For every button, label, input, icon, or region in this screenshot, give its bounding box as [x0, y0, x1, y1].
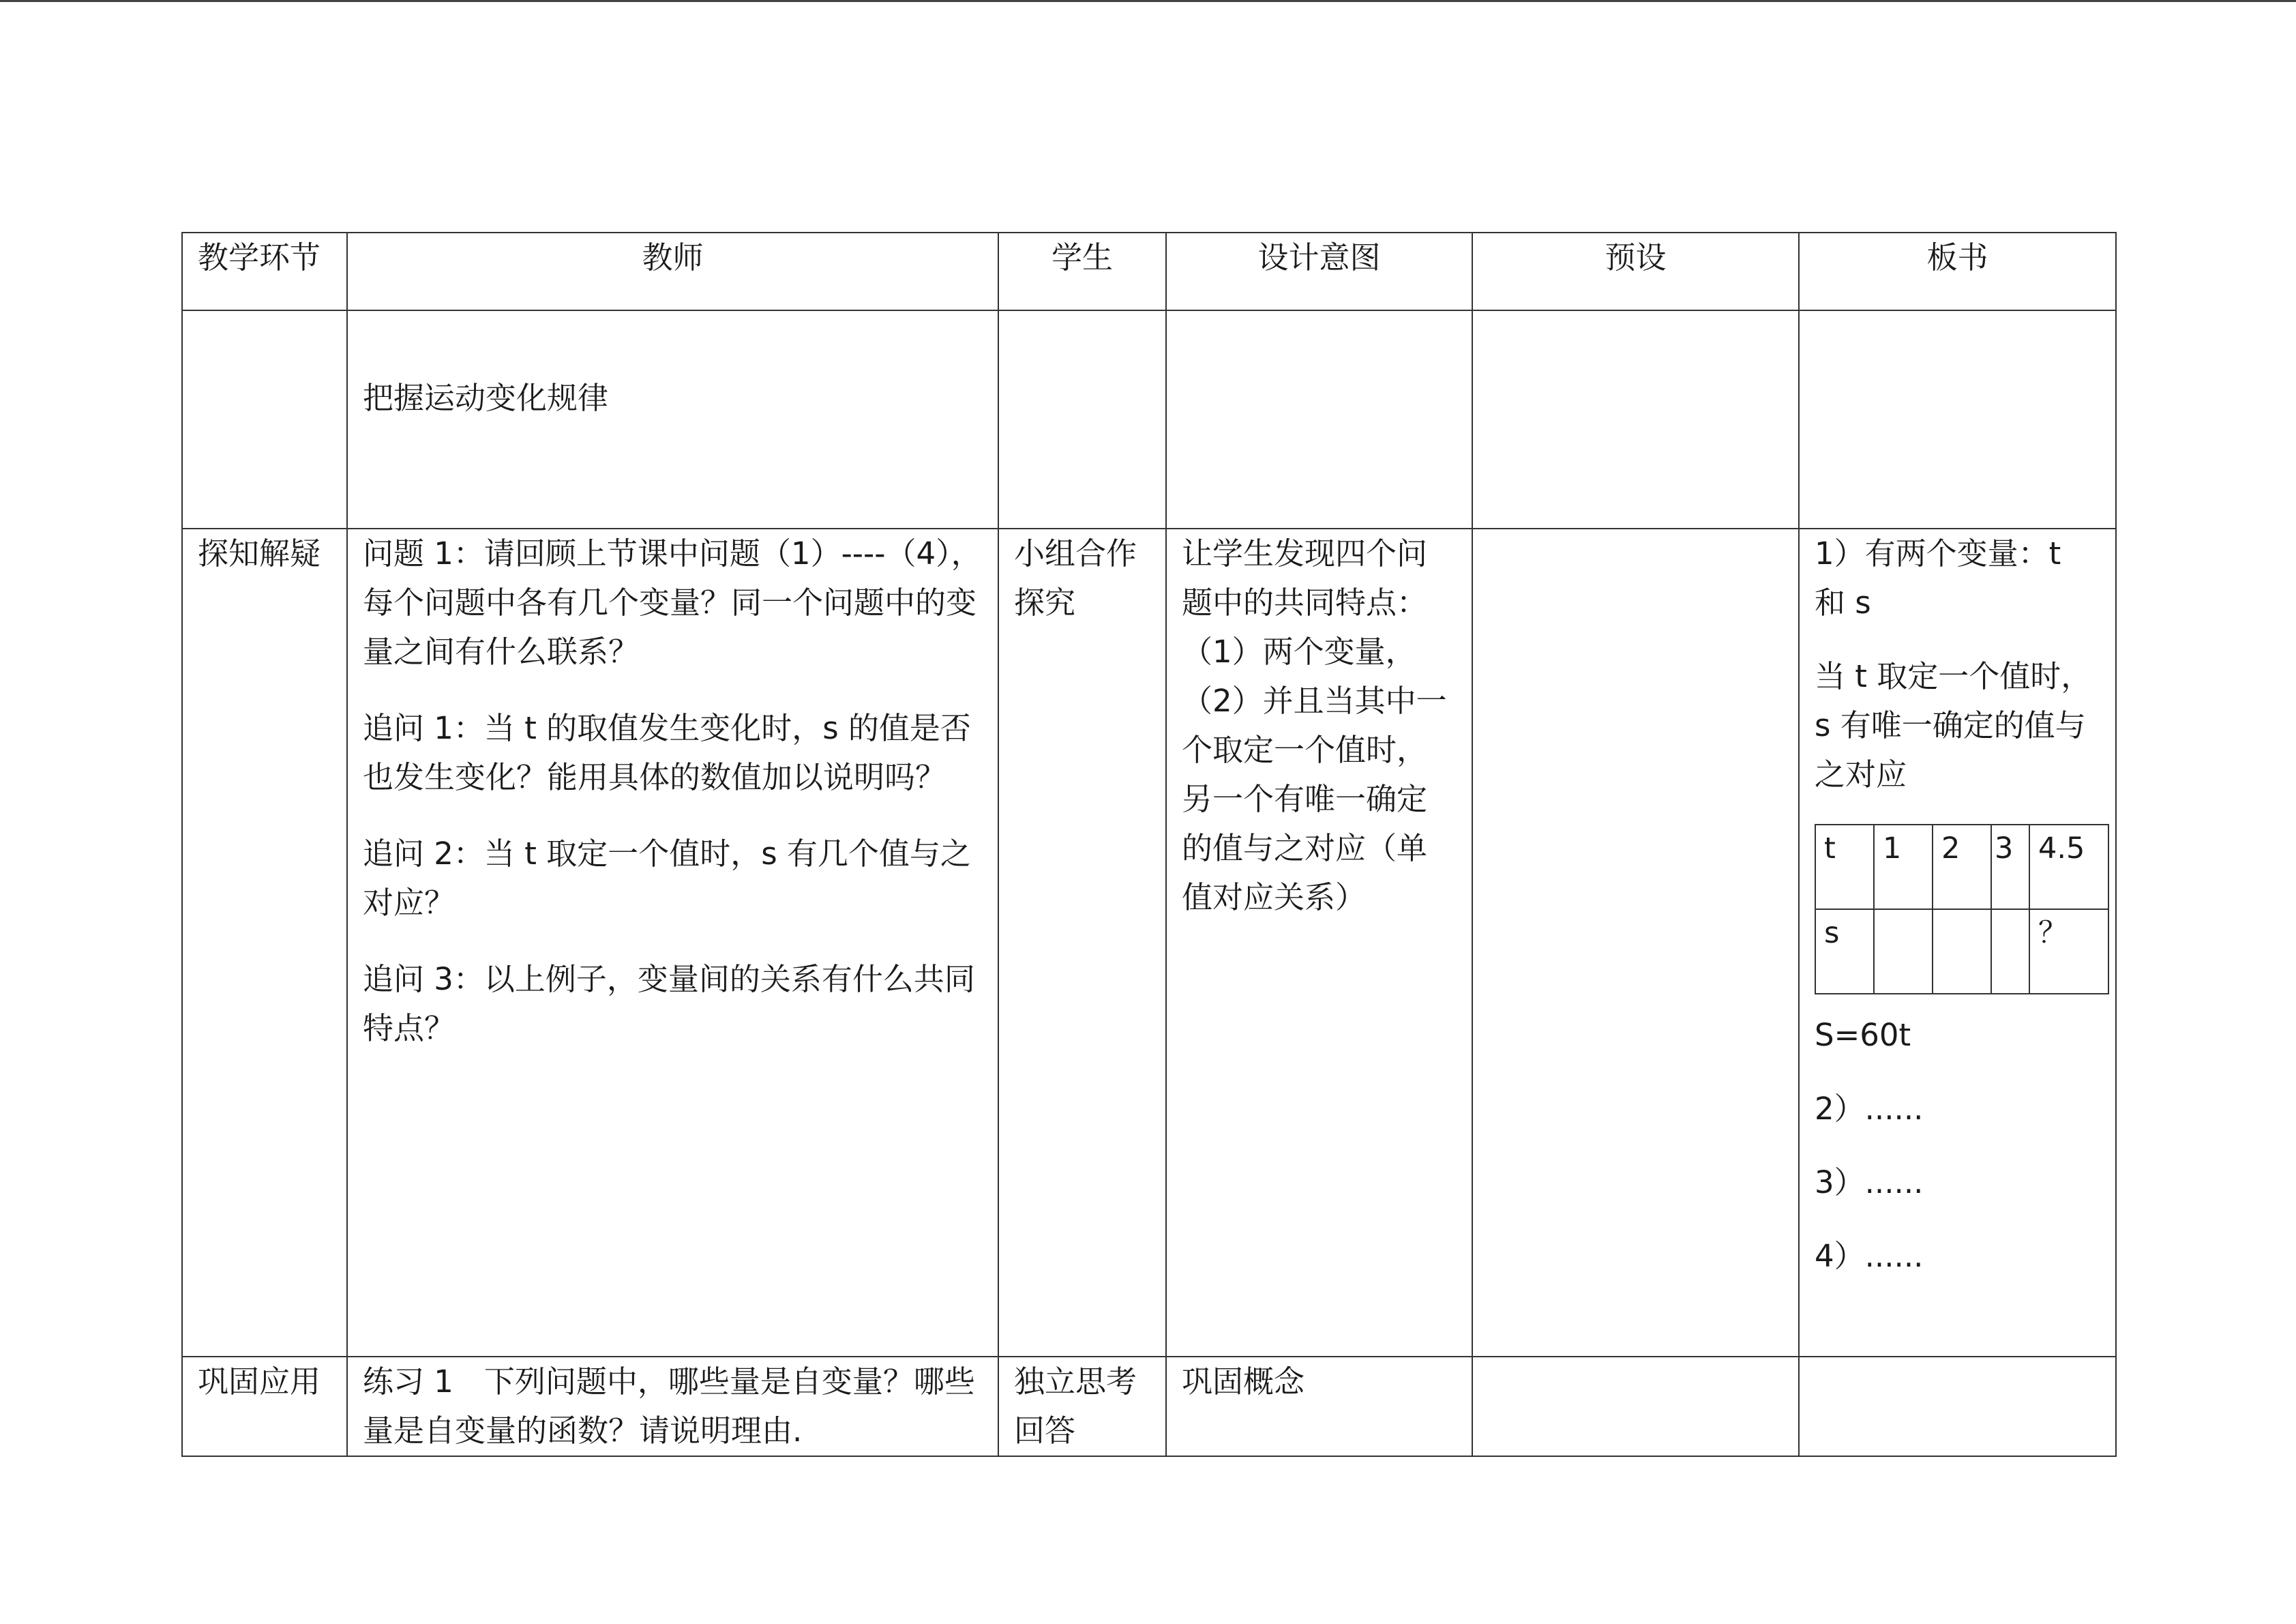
- header-row: [182, 233, 2116, 310]
- follow-up-1: 追问 1：当 t 的取值发生变化时，s 的值是否也发生变化？能用具体的数值加以说明吗？: [363, 710, 971, 795]
- board-line-1: 1）有两个变量：t 和 s: [1815, 535, 2061, 621]
- s-cell: [1874, 909, 1933, 994]
- s-cell: ？: [2029, 909, 2108, 994]
- board-item-4: 4）......: [1815, 1238, 1924, 1274]
- intro-teacher-cell: 把握运动变化规律: [347, 310, 998, 529]
- board-item-3: 3）......: [1815, 1164, 1924, 1200]
- s-cell: [1933, 909, 1991, 994]
- intro-board-cell: [1799, 310, 2116, 529]
- intro-stage-cell: [182, 310, 347, 529]
- t-cell: 4.5: [2029, 825, 2108, 909]
- board-item-2: 2）......: [1815, 1091, 1924, 1127]
- s-cell: s: [1815, 909, 1874, 994]
- explore-intent-cell: 让学生发现四个问题中的共同特点：（1）两个变量，（2）并且当其中一个取定一个值时，另一个有唯一确定的值与之对应（单值对应关系）: [1166, 529, 1472, 1357]
- explore-row: [182, 529, 2116, 1357]
- apply-student-cell: 独立思考回答: [998, 1357, 1166, 1456]
- apply-preset-cell: [1472, 1357, 1799, 1456]
- board-formula: S=60t: [1815, 1017, 1911, 1053]
- explore-student-cell: 小组合作探究: [998, 529, 1166, 1357]
- explore-preset-cell: [1472, 529, 1799, 1357]
- header-intent: 设计意图: [1166, 233, 1472, 310]
- header-teacher: 教师: [347, 233, 998, 310]
- follow-up-2: 追问 2：当 t 取定一个值时，s 有几个值与之对应？: [363, 836, 971, 921]
- intro-preset-cell: [1472, 310, 1799, 529]
- apply-intent-cell: 巩固概念: [1166, 1357, 1472, 1456]
- t-s-value-table: [1815, 824, 2109, 994]
- apply-stage-cell: 巩固应用: [182, 1357, 347, 1456]
- header-board: 板书: [1799, 233, 2116, 310]
- s-row: [1815, 909, 2108, 994]
- s-cell: [1991, 909, 2029, 994]
- intro-row: [182, 310, 2116, 529]
- header-student: 学生: [998, 233, 1166, 310]
- t-cell: 3: [1991, 825, 2029, 909]
- page-top-border: [0, 0, 2296, 2]
- t-cell: 1: [1874, 825, 1933, 909]
- apply-teacher-cell: 练习 1 下列问题中，哪些量是自变量？哪些量是自变量的函数？请说明理由.: [347, 1357, 998, 1456]
- intro-student-cell: [998, 310, 1166, 529]
- header-preset: 预设: [1472, 233, 1799, 310]
- intro-intent-cell: [1166, 310, 1472, 529]
- board-line-2: 当 t 取定一个值时，s 有唯一确定的值与之对应: [1815, 658, 2092, 793]
- t-cell: 2: [1933, 825, 1991, 909]
- apply-board-cell: [1799, 1357, 2116, 1456]
- question-1: 问题 1：请回顾上节课中问题（1）----（4），每个问题中各有几个变量？同一个问题中的变量之间有什么联系？: [363, 535, 982, 670]
- explore-stage-cell: 探知解疑: [182, 529, 347, 1357]
- apply-row: [182, 1357, 2116, 1456]
- follow-up-3: 追问 3：以上例子，变量间的关系有什么共同特点？: [363, 961, 975, 1046]
- t-row: [1815, 825, 2108, 909]
- explore-board-cell: [1799, 529, 2116, 1357]
- lesson-plan-table: [181, 232, 2117, 1457]
- header-stage: 教学环节: [182, 233, 347, 310]
- t-cell: t: [1815, 825, 1874, 909]
- explore-teacher-cell: [347, 529, 998, 1357]
